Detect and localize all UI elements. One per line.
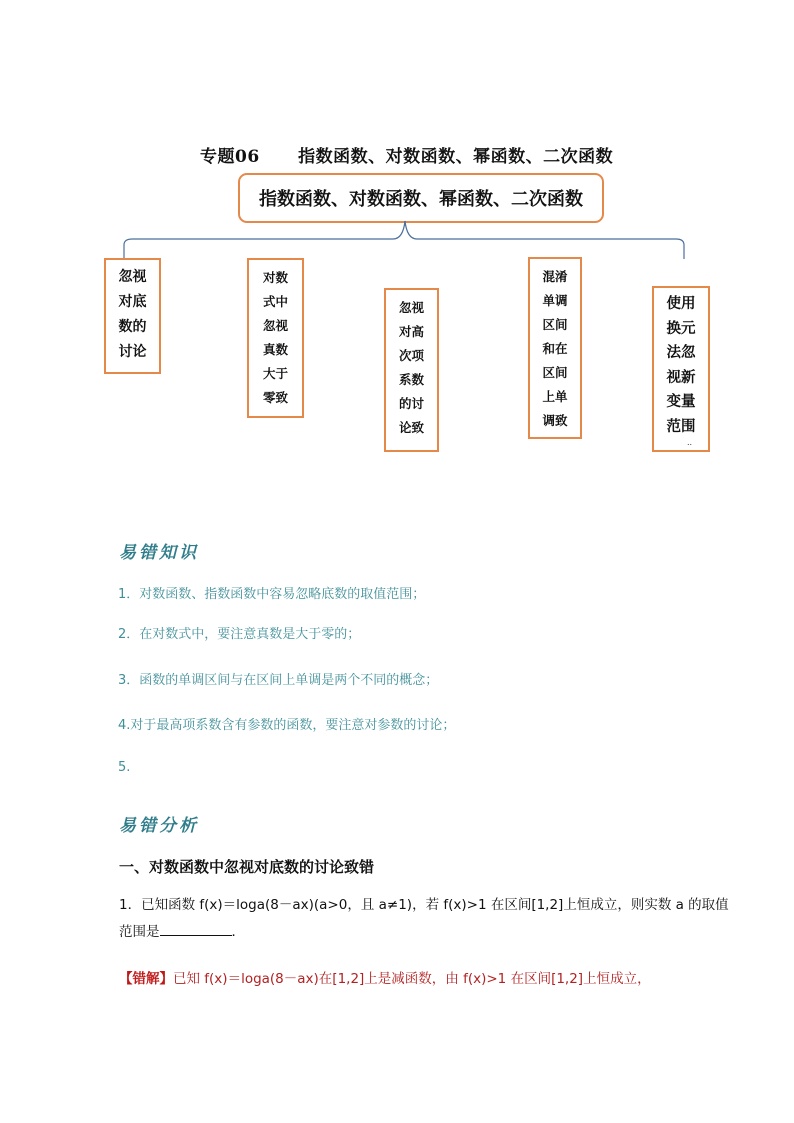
mindmap-node-high-coefficient: 忽视 对高 次项 系数 的讨 论致 xyxy=(384,288,439,452)
answer-blank xyxy=(160,923,232,936)
knowledge-item: 5. xyxy=(118,760,131,775)
section-title: 一、对数函数中忽视对底数的讨论致错 xyxy=(119,858,375,876)
question-text: 范围是 xyxy=(119,924,160,940)
wrong-solution-label: 【错解】 xyxy=(119,971,173,987)
mindmap-node-monotonic-interval: 混淆 单调 区间 和在 区间 上单 调致 xyxy=(528,257,582,439)
mindmap-node-base-discussion: 忽视 对底 数的 讨论 xyxy=(104,258,161,374)
trailing-mark: .. xyxy=(687,438,693,447)
knowledge-item: 3．函数的单调区间与在区间上单调是两个不同的概念； xyxy=(118,673,439,688)
wrong-solution xyxy=(119,967,651,987)
mindmap-node-true-number: 对数 式中 忽视 真数 大于 零致 xyxy=(247,258,304,418)
knowledge-item: 4.对于最高项系数含有参数的函数，要注意对参数的讨论； xyxy=(118,718,456,733)
analysis-heading: 易错分析 xyxy=(119,816,199,836)
question-line-1: 1．已知函数 f(x)＝loga(8－ax)(a>0，且 a≠1)，若 f(x)>1 在区间[1,2]上恒成立，则实数 a 的取值 xyxy=(119,897,729,913)
knowledge-item: 1．对数函数、指数函数中容易忽略底数的取值范围； xyxy=(118,587,426,602)
wrong-solution-text: 已知 f(x)＝loga(8－ax)在[1,2]上是减函数，由 f(x)>1 在区间[1,2]上恒成立， xyxy=(173,971,651,987)
mindmap-center-box: 指数函数、对数函数、幂函数、二次函数 xyxy=(238,173,604,223)
mindmap-node-substitution: 使用 换元 法忽 视新 变量 范围 xyxy=(652,286,710,452)
mindmap-brace xyxy=(118,219,690,261)
page-title: 专题06 指数函数、对数函数、幂函数、二次函数 xyxy=(200,147,614,167)
question-line-2: 范围是 ． xyxy=(119,924,245,940)
knowledge-item: 2．在对数式中，要注意真数是大于零的； xyxy=(118,627,361,642)
knowledge-heading: 易错知识 xyxy=(119,543,199,563)
